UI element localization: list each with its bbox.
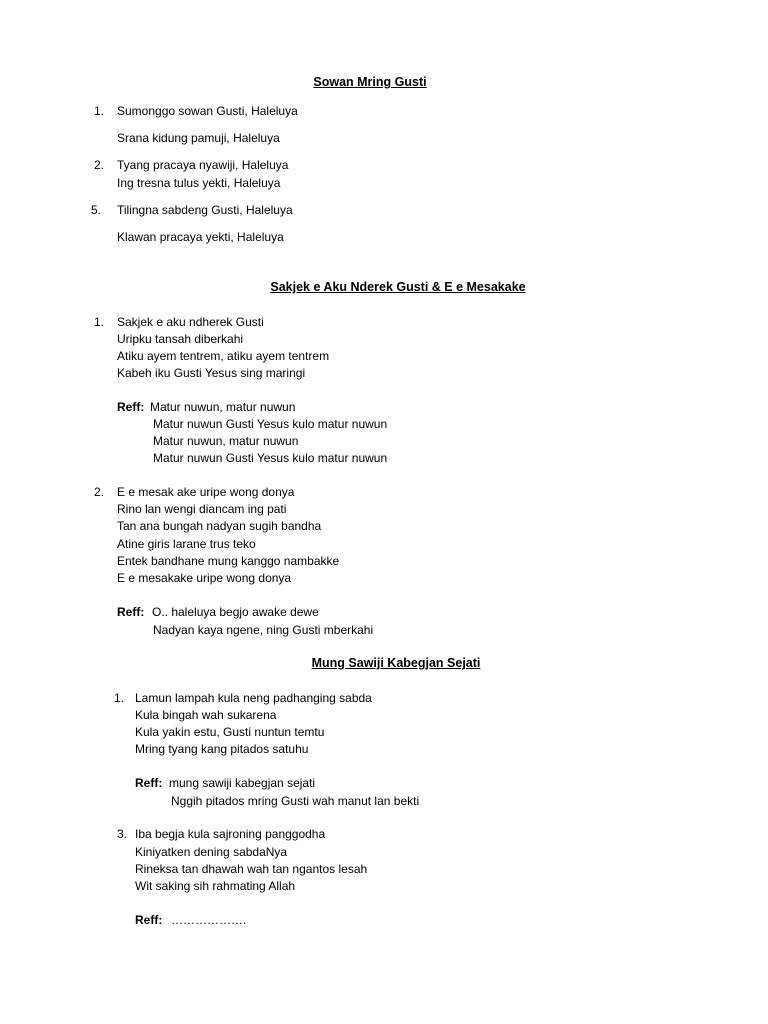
lyric-line: Tan ana bungah nadyan sugih bandha xyxy=(117,519,322,533)
lyric-line: Kula bingah wah sukarena xyxy=(135,708,277,722)
reff-line: Matur nuwun, matur nuwun xyxy=(150,400,296,414)
lyric-line: Mring tyang kang pitados satuhu xyxy=(135,742,309,756)
reff-label: Reff: xyxy=(135,913,163,927)
reff-line: Matur nuwun Gusti Yesus kulo matur nuwun xyxy=(153,451,388,465)
reff-line: Matur nuwun Gusti Yesus kulo matur nuwun xyxy=(153,417,388,431)
lyric-line: Kiniyatken dening sabdaNya xyxy=(135,845,288,859)
lyric-line: Sumonggo sowan Gusti, Haleluya xyxy=(117,104,298,118)
verse-number: 5. xyxy=(91,203,102,217)
verse-number: 1. xyxy=(94,315,105,329)
lyric-line: Atiku ayem tentrem, atiku ayem tentrem xyxy=(117,349,330,363)
lyric-line: Sakjek e aku ndherek Gusti xyxy=(117,315,264,329)
lyric-line: Ing tresna tulus yekti, Haleluya xyxy=(117,176,281,190)
reff-line: ………………. xyxy=(171,913,247,927)
lyric-line: Entek bandhane mung kanggo nambakke xyxy=(117,554,340,568)
lyric-line: Rineksa tan dhawah wah tan ngantos lesah xyxy=(135,862,368,876)
verse-number: 3. xyxy=(117,827,128,841)
reff-label: Reff: xyxy=(135,776,163,790)
reff-line: O.. haleluya begjo awake dewe xyxy=(152,605,319,619)
lyric-line: Kula yakin estu, Gusti nuntun temtu xyxy=(135,725,325,739)
song-title-1: Sowan Mring Gusti xyxy=(313,75,427,89)
lyric-line: Atine giris larane trus teko xyxy=(117,537,256,551)
lyric-line: Wit saking sih rahmating Allah xyxy=(135,879,296,893)
lyric-line: Rino lan wengi diancam ing pati xyxy=(117,502,287,516)
song-title-2: Sakjek e Aku Nderek Gusti & E e Mesakake xyxy=(270,280,526,294)
verse-number: 1. xyxy=(114,691,125,705)
lyric-line: Srana kidung pamuji, Haleluya xyxy=(117,131,280,145)
reff-line: mung sawiji kabegjan sejati xyxy=(169,776,316,790)
lyric-line: E e mesakake uripe wong donya xyxy=(117,571,292,585)
reff-line: Matur nuwun, matur nuwun xyxy=(153,434,299,448)
verse-number: 2. xyxy=(94,485,105,499)
lyric-line: E e mesak ake uripe wong donya xyxy=(117,485,295,499)
lyric-line: Lamun lampah kula neng padhanging sabda xyxy=(135,691,372,705)
verse-number: 1. xyxy=(94,104,105,118)
lyric-line: Tyang pracaya nyawiji, Haleluya xyxy=(117,158,289,172)
reff-label: Reff: xyxy=(117,605,145,619)
lyric-line: Kabeh iku Gusti Yesus sing maringi xyxy=(117,366,306,380)
reff-line: Nadyan kaya ngene, ning Gusti mberkahi xyxy=(153,623,374,637)
reff-line: Nggih pitados mring Gusti wah manut lan bekti xyxy=(171,794,420,808)
song-title-3: Mung Sawiji Kabegjan Sejati xyxy=(311,656,481,670)
lyric-line: Uripku tansah diberkahi xyxy=(117,332,244,346)
reff-label: Reff: xyxy=(117,400,145,414)
lyric-line: Klawan pracaya yekti, Haleluya xyxy=(117,230,284,244)
lyric-line: Tilingna sabdeng Gusti, Haleluya xyxy=(117,203,293,217)
lyric-line: Iba begja kula sajroning panggodha xyxy=(135,827,326,841)
verse-number: 2. xyxy=(94,158,105,172)
